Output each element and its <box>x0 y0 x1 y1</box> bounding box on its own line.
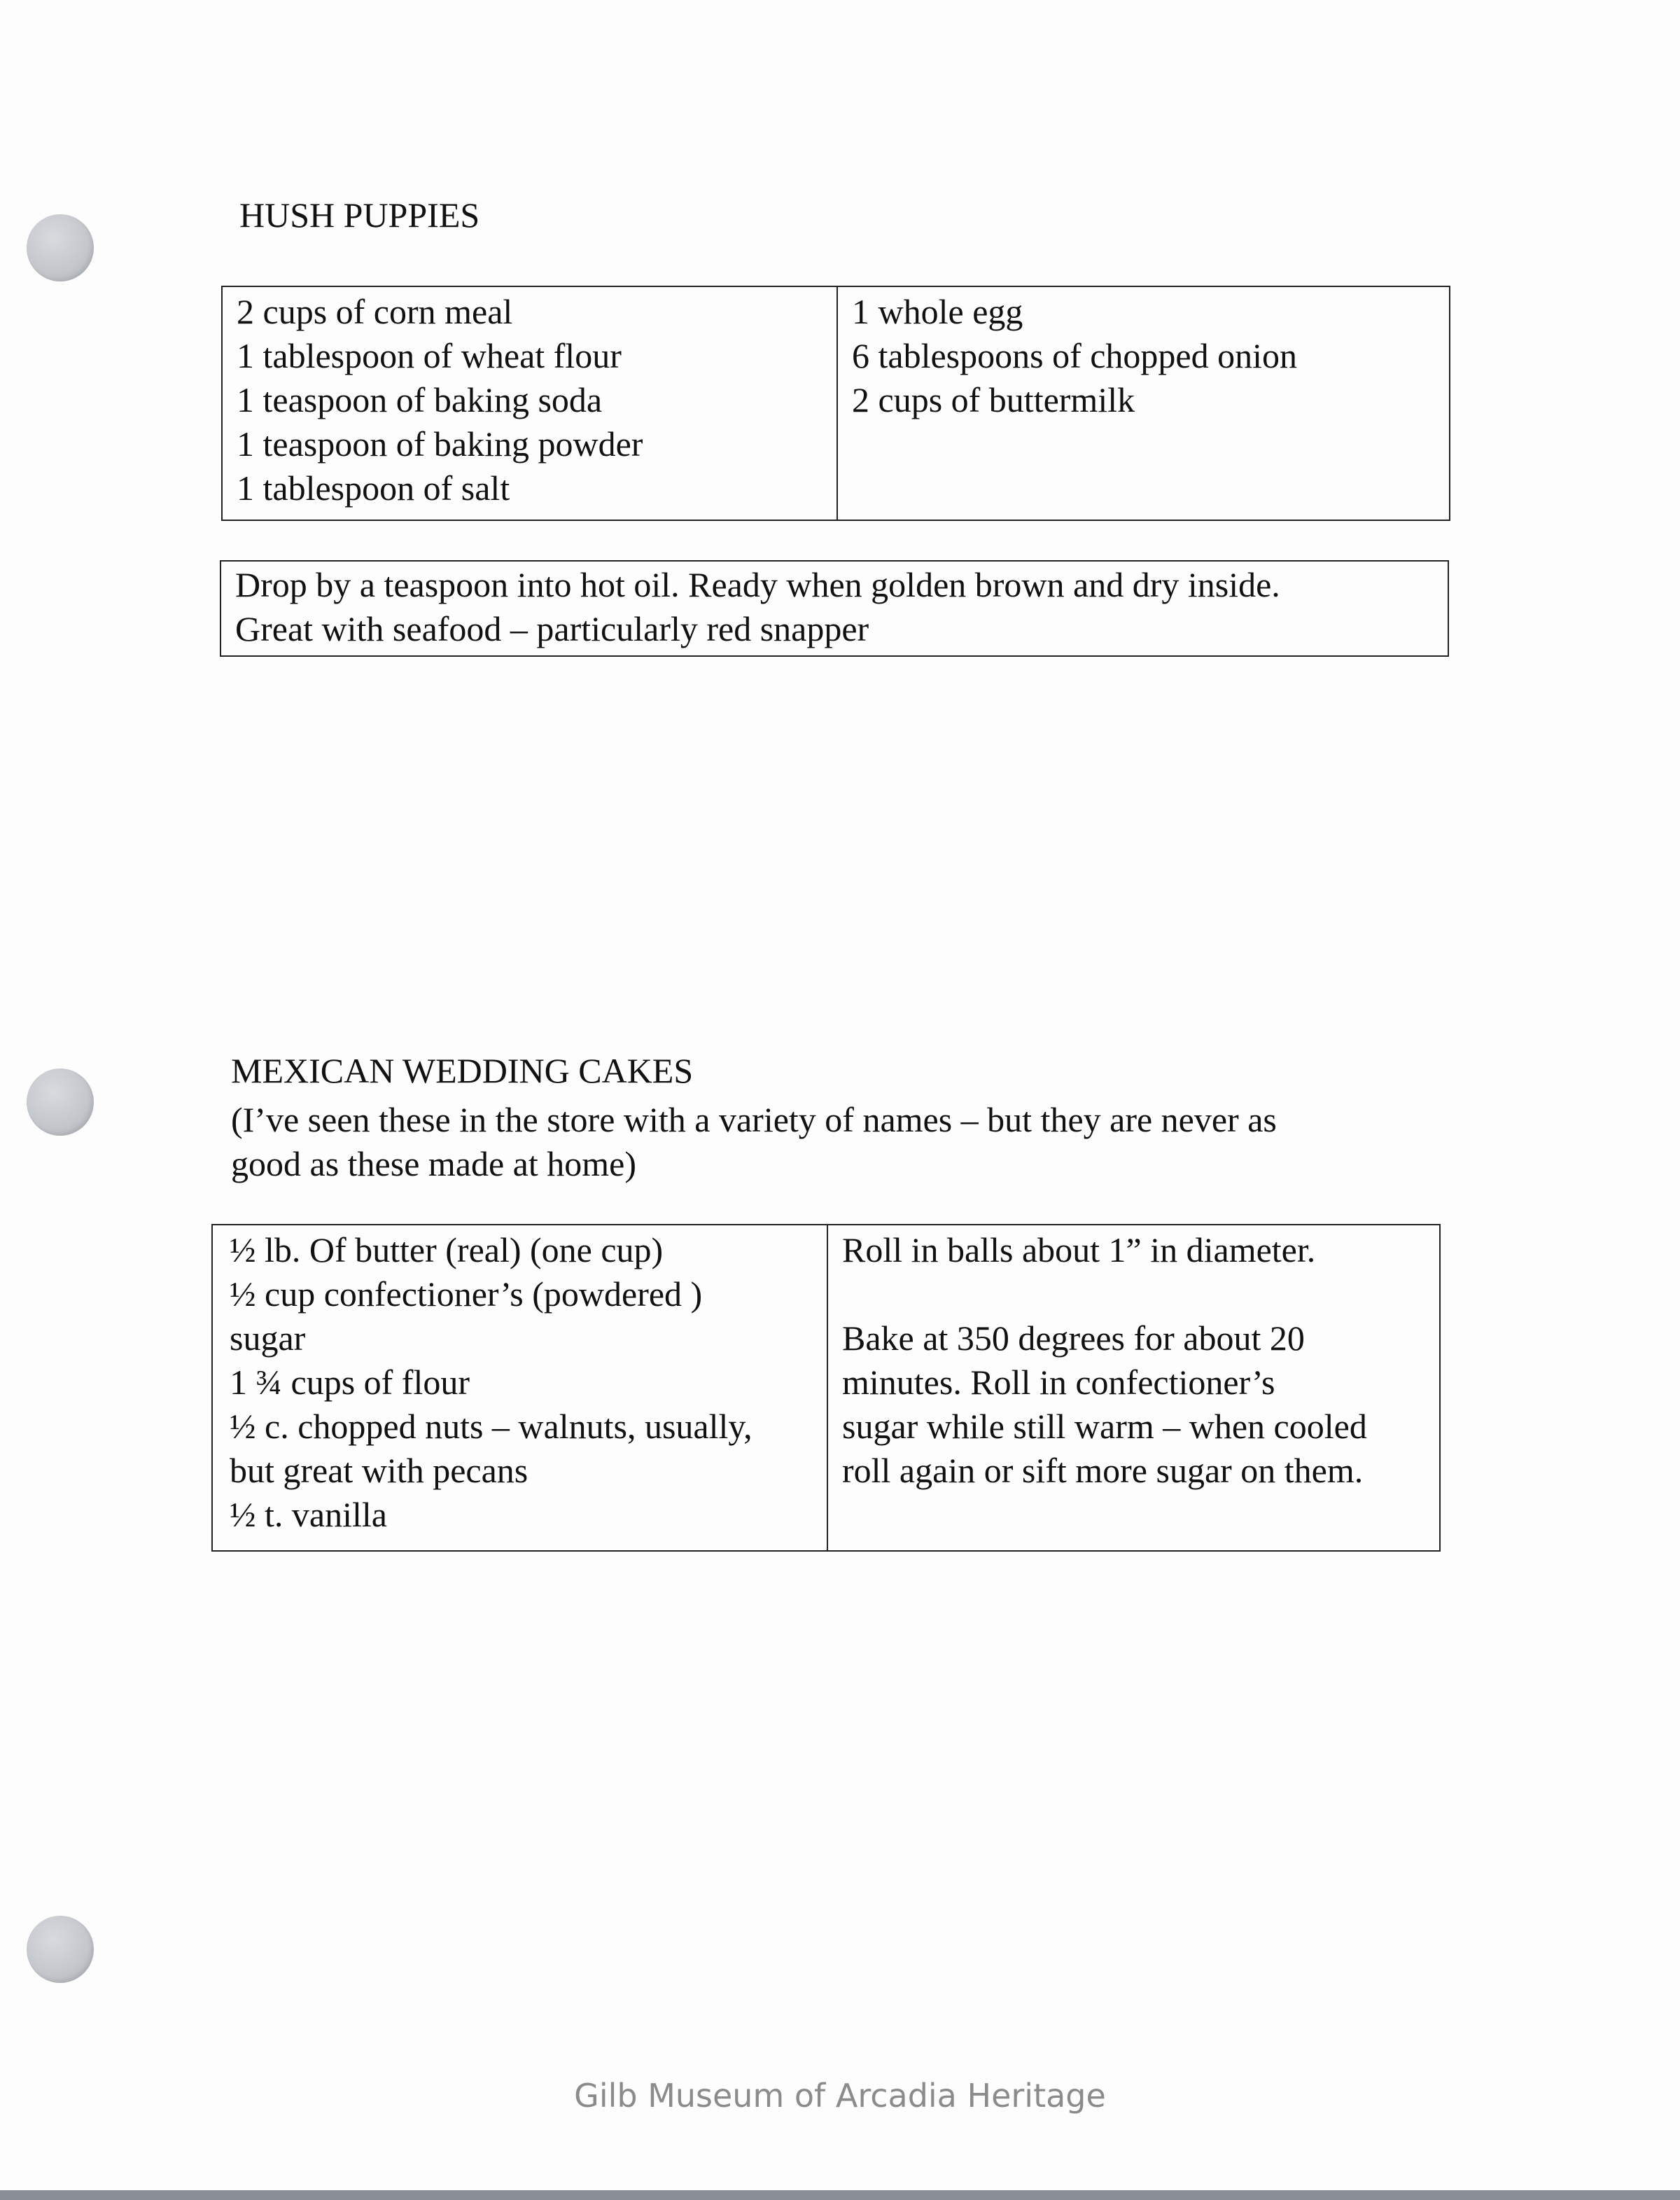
punch-hole-middle <box>27 1068 94 1136</box>
ingredients-column-right <box>836 287 1449 520</box>
instructions-box <box>220 560 1449 657</box>
ingredient-line: 2 cups of buttermilk <box>852 380 1135 419</box>
ingredient-line: but great with pecans <box>230 1451 528 1490</box>
blank-line <box>842 1272 1425 1316</box>
ingredient-line: 1 whole egg <box>852 292 1023 331</box>
museum-credit-watermark: Gilb Museum of Arcadia Heritage <box>574 2077 1106 2115</box>
ingredient-line: 1 tablespoon of wheat flour <box>237 336 622 375</box>
instruction-line: Great with seafood – particularly red snapper <box>235 609 869 648</box>
punch-hole-bottom <box>27 1916 94 1983</box>
ingredient-line: ½ lb. Of butter (real) (one cup) <box>230 1230 664 1269</box>
direction-line: sugar while still warm – when cooled <box>842 1407 1367 1446</box>
subtitle-line: (I’ve seen these in the store with a variety of names – but they are never as <box>231 1100 1277 1139</box>
recipe-title: MEXICAN WEDDING CAKES <box>231 1051 694 1090</box>
ingredients-directions-table <box>211 1224 1441 1552</box>
directions-column <box>827 1225 1439 1550</box>
scan-bottom-edge <box>0 2190 1680 2200</box>
ingredient-line: 1 tablespoon of salt <box>237 468 510 508</box>
ingredient-line: ½ c. chopped nuts – walnuts, usually, <box>230 1407 752 1446</box>
ingredient-line: 2 cups of corn meal <box>237 292 513 331</box>
ingredients-table <box>221 286 1450 521</box>
ingredient-line: 1 teaspoon of baking powder <box>237 424 643 464</box>
recipe-subtitle <box>231 1098 1277 1186</box>
direction-line: Bake at 350 degrees for about 20 <box>842 1318 1305 1358</box>
ingredient-line: ½ t. vanilla <box>230 1495 387 1534</box>
instruction-line: Drop by a teaspoon into hot oil. Ready when golden brown and dry inside. <box>235 565 1280 604</box>
recipe-title: HUSH PUPPIES <box>239 195 480 235</box>
ingredients-column <box>213 1225 827 1550</box>
ingredient-line: 1 teaspoon of baking soda <box>237 380 603 419</box>
direction-line: roll again or sift more sugar on them. <box>842 1451 1364 1490</box>
ingredient-line: sugar <box>230 1318 306 1358</box>
subtitle-line: good as these made at home) <box>231 1144 636 1183</box>
punch-hole-top <box>27 214 94 281</box>
direction-line: minutes. Roll in confectioner’s <box>842 1363 1275 1402</box>
ingredient-line: 1 ¾ cups of flour <box>230 1363 470 1402</box>
direction-line: Roll in balls about 1” in diameter. <box>842 1230 1316 1269</box>
ingredients-column-left <box>223 287 836 520</box>
ingredient-line: 6 tablespoons of chopped onion <box>852 336 1298 375</box>
ingredient-line: ½ cup confectioner’s (powdered ) <box>230 1274 703 1314</box>
